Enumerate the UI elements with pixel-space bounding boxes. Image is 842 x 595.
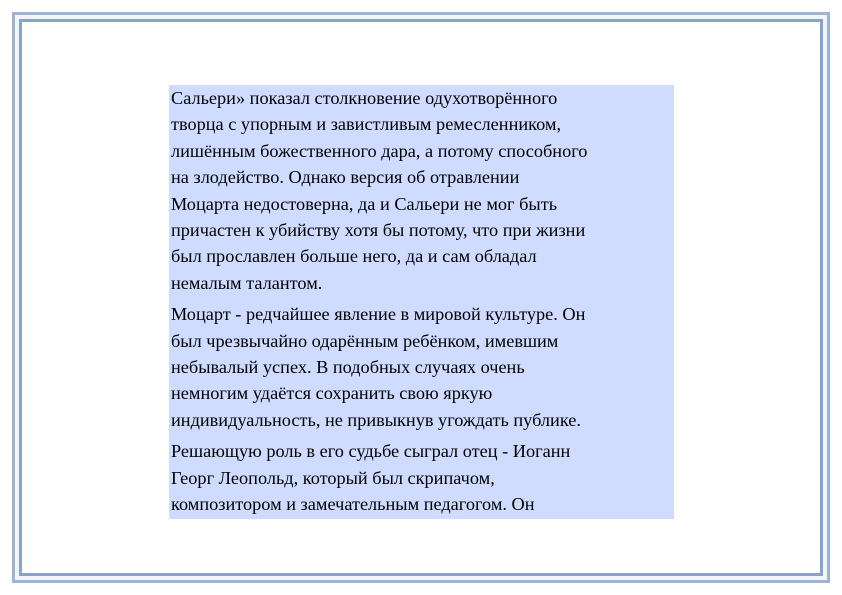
paragraph-mozart: Моцарт - редчайшее явление в мировой культуре. Он был чрезвычайно одарённым ребёнком, имевшим небывалый успех. В подобных случаях очень немногим удаётся сохранить свою яркую индивидуальность, не привыкнув угождать публике.: [171, 304, 586, 430]
paragraph-salieri: Сальери» показал столкновение одухотворённого творца с упорным и завистливым ремесленником, лишённым божественного дара, а потому способного на злодейство. Однако версия об отравлении Моцарта недостоверна, да и Сальери не мог быть причастен к убийству хотя бы потому, что при жизни был прославлен больше него, да и сам обладал немалым талантом.: [171, 88, 588, 293]
slide-text-box: [169, 85, 674, 519]
paragraph-father: Решающую роль в его судьбе сыграл отец - Иоганн Георг Леопольд, который был скрипачом, композитором и замечательным педагогом. Он: [171, 441, 571, 515]
